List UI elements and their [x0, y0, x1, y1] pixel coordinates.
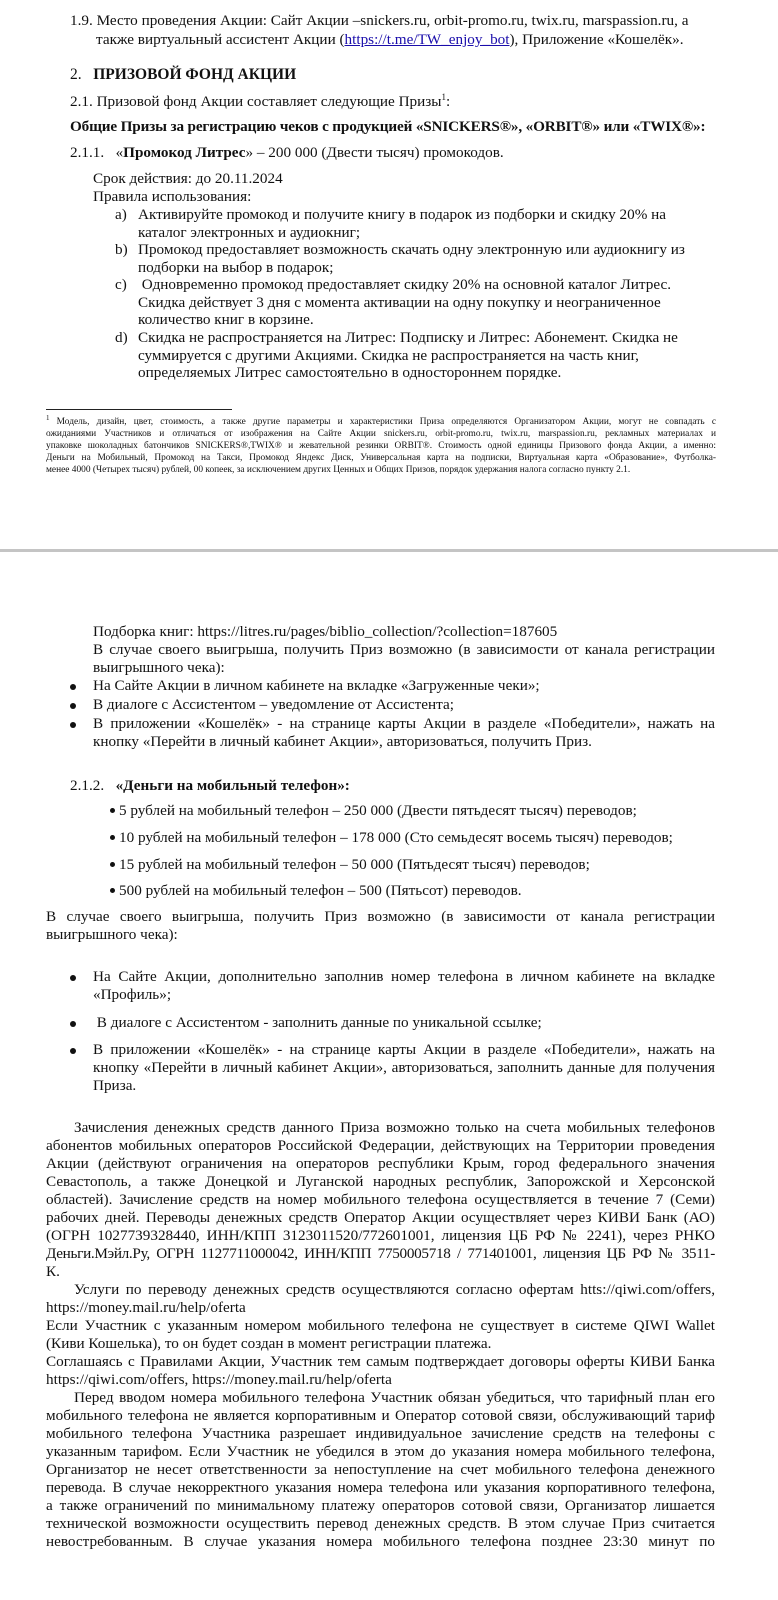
page-break-divider	[0, 549, 778, 552]
clause-2-1-1	[70, 144, 504, 162]
rule-line: определяемых Литрес самостоятельно в одностороннем порядке.	[138, 364, 562, 381]
list-item-continued: кнопку «Перейти в личный кабинет Акции», авторизоваться, получить Приз.	[93, 733, 592, 750]
paragraph-line: Севастополь, а также Донецкой и Луганской народных республик, Запорожской и Херсонской	[46, 1173, 715, 1190]
paragraph-line: Услуги по переводу денежных средств осуществляются согласно офертам htts://qiwi.com/offers,	[74, 1281, 715, 1298]
bullet-icon	[70, 1021, 76, 1027]
list-item: В диалоге с Ассистентом - заполнить данные по уникальной ссылке;	[93, 1014, 542, 1031]
bullet-icon	[70, 684, 76, 690]
rule-line: каталог электронных и аудиокниг;	[138, 224, 361, 241]
section-title: ПРИЗОВОЙ ФОНД АКЦИИ	[93, 66, 297, 83]
paragraph-line: К.	[46, 1263, 60, 1280]
prize-title: Промокод Литрес	[123, 144, 246, 161]
rule-line: количество книг в корзине.	[138, 311, 314, 328]
paragraph-line: Соглашаясь с Правилами Акции, Участник тем самым подтверждает договоры оферты КИВИ Банка	[46, 1353, 715, 1370]
rule-marker: c)	[115, 276, 127, 293]
bullet-icon	[110, 835, 115, 840]
paragraph-line: Акции (действуют ограничения на операторов республики Крым, город федерального значения	[46, 1155, 715, 1172]
paragraph-line: а также ограничений по минимальному платежу операторов сотовой связи, Организатор лишается	[46, 1497, 715, 1514]
clause-number: 2.1.2.	[70, 777, 105, 794]
rule-marker: a)	[115, 206, 127, 223]
footnote-text: Модель, дизайн, цвет, стоимость, а также другие параметры и характеристики Приза определяются Организатором Акции, могут не совпадать с	[56, 417, 716, 427]
money-item-text: 500 рублей на мобильный телефон – 500 (Пятьсот) переводов.	[119, 882, 522, 899]
win-intro-line: В случае своего выигрыша, получить Приз возможно (в зависимости от канала регистрации	[46, 908, 715, 925]
list-item	[110, 882, 522, 900]
paragraph-line: Организатор не несет ответственности за непоступление на счет мобильного телефона денежного	[46, 1461, 715, 1478]
list-item: В приложении «Кошелёк» - на странице карты Акции в разделе «Победители», нажать на	[93, 715, 715, 732]
validity-period: Срок действия: до 20.11.2024	[93, 170, 283, 187]
prize-quantity: » – 200 000 (Двести тысяч) промокодов.	[245, 144, 504, 161]
list-item-continued: Приза.	[93, 1077, 137, 1094]
clause-1-9-line-2	[96, 31, 684, 49]
footnote-marker: 1	[46, 413, 50, 422]
footnote-ref[interactable]: 1	[441, 91, 446, 102]
bullet-icon	[70, 1048, 76, 1054]
rule-line: Активируйте промокод и получите книгу в подарок из подборки и скидку 20% на	[138, 206, 667, 223]
rule-line: Одновременно промокод предоставляет скидку 20% на основной каталог Литрес.	[138, 276, 671, 293]
section-number: 2.	[70, 66, 82, 83]
list-item	[110, 829, 673, 847]
paragraph-line: https://qiwi.com/offers, https://money.mail.ru/help/oferta	[46, 1371, 392, 1388]
clause-1-9-text-end: ), Приложение «Кошелёк».	[509, 31, 684, 48]
money-item-text: 15 рублей на мобильный телефон – 50 000 (Пятьдесят тысяч) переводов;	[119, 856, 590, 873]
bullet-icon	[110, 888, 115, 893]
footnote-line: Деньги на Мобильный, Промокод на Такси, Промокод Яндекс Диск, Универсальная карта на подписки, Виртуальная карта «Образование», Футболка-	[46, 453, 716, 463]
clause-1-9-text: также виртуальный ассистент Акции (	[96, 31, 345, 48]
bullet-icon	[70, 703, 76, 709]
money-item-text: 5 рублей на мобильный телефон – 250 000 (Двести пятьдесят тысяч) переводов;	[119, 802, 637, 819]
telegram-bot-link[interactable]: https://t.me/TW_enjoy_bot	[344, 31, 510, 48]
win-intro-line: В случае своего выигрыша, получить Приз возможно (в зависимости от канала регистрации	[93, 641, 715, 658]
paragraph-line: указанным тарифом. Если Участник не убедился в этом до указания номера мобильного телефона,	[46, 1443, 715, 1460]
list-item: В диалоге с Ассистентом – уведомление от Ассистента;	[93, 696, 454, 713]
win-intro-line: выигрышного чека):	[93, 659, 225, 676]
list-item	[110, 856, 590, 874]
footnote-line: ожиданиями Участников и отличаться от изображения на Сайте Акции snickers.ru, orbit-promo.ru, twix.ru, marspassion.ru, рекламных материалах и	[46, 429, 716, 439]
paragraph-line: (Киви Кошелька), то он будет создан в момент регистрации платежа.	[46, 1335, 492, 1352]
prize-title: «Деньги на мобильный телефон»:	[115, 777, 350, 794]
clause-2-1	[70, 93, 450, 111]
list-item	[110, 802, 637, 820]
rule-line: Скидка действует 3 дня с момента активации на одну покупку и неограниченное	[138, 294, 661, 311]
paragraph-line: Перед вводом номера мобильного телефона Участник обязан убедиться, что тарифный план его	[74, 1389, 715, 1406]
list-item-continued: «Профиль»;	[93, 986, 172, 1003]
paragraph-line: абонентов мобильных операторов Российской Федерации, действующих на Территории проведения	[46, 1137, 715, 1154]
money-item-text: 10 рублей на мобильный телефон – 178 000 (Сто семьдесят восемь тысяч) переводов;	[119, 829, 673, 846]
paragraph-line: перевода. В случае некорректного указания номера телефона или указания корпоративного телефона,	[46, 1479, 715, 1496]
paragraph-line: рабочих дней. Переводы денежных средств Оператор Акции осуществляет через КИВИ Банк (АО)	[46, 1209, 715, 1226]
usage-rules-label: Правила использования:	[93, 188, 252, 205]
clause-2-1-colon: :	[445, 93, 451, 110]
bullet-icon	[110, 808, 115, 813]
footnote-separator	[46, 409, 232, 410]
book-collection-url: Подборка книг: https://litres.ru/pages/biblio_collection/?collection=187605	[93, 623, 558, 640]
rule-marker: d)	[115, 329, 128, 346]
paragraph-line: мобильного телефона не является корпоративным и Оператор сотовой связи, обслуживающий тариф	[46, 1407, 715, 1424]
paragraph-line: мобильного телефона Участника разрешает индивидуальное зачисление средств на телефоны с	[46, 1425, 715, 1442]
list-item: В приложении «Кошелёк» - на странице карты Акции в разделе «Победители», нажать на	[93, 1041, 715, 1058]
paragraph-line: Зачисления денежных средств данного Приза возможно только на счета мобильных телефонов	[74, 1119, 715, 1136]
clause-1-9-line-1: 1.9. Место проведения Акции: Сайт Акции –snickers.ru, orbit-promo.ru, twix.ru, marspassion.ru, а	[70, 12, 689, 29]
clause-2-1-text: 2.1. Призовой фонд Акции составляет следующие Призы	[70, 93, 442, 110]
quote-open: «	[115, 144, 124, 161]
paragraph-line: невостребованным. В случае указания номера мобильного телефона позднее 23:30 минут по	[46, 1533, 715, 1550]
paragraph-line: Если Участник с указанным номером мобильного телефона не существует в системе QIWI Wallet	[46, 1317, 715, 1334]
list-item-continued: кнопку «Перейти в личный кабинет Акции», авторизоваться, заполнить данные для получения	[93, 1059, 715, 1076]
footnote-line: упаковке шоколадных батончиков SNICKERS®,TWIX® и жевательной резинки ORBIT®. Стоимость одной единицы Призового фонда Акции, а именно:	[46, 441, 716, 451]
rule-line: подборки на выбор в подарок;	[138, 259, 334, 276]
paragraph-line: областей). Зачисление средств на номер мобильного телефона осуществляется в течение 7 (Семи)	[46, 1191, 715, 1208]
paragraph-line: (ОГРН 1027739328440, ИНН/КПП 3123011520/772601001, лицензия ЦБ РФ № 2241), через РНКО	[46, 1227, 715, 1244]
section-2-heading	[70, 66, 296, 84]
bullet-icon	[110, 862, 115, 867]
list-item: На Сайте Акции в личном кабинете на вкладке «Загруженные чеки»;	[93, 677, 540, 694]
footnote-line	[46, 413, 716, 428]
paragraph-line: https://money.mail.ru/help/oferta	[46, 1299, 246, 1316]
paragraph-line: Деньги.Мэйл.Ру, ОГРН 1127711000042, ИНН/КПП 7750005718 / 771401001, лицензия ЦБ РФ № 3511-	[46, 1245, 715, 1262]
rule-line: суммируется с другими Акциями. Скидка не распространяется на часть книг,	[138, 347, 639, 364]
clause-number: 2.1.1.	[70, 144, 105, 161]
bullet-icon	[70, 975, 76, 981]
clause-2-1-2	[70, 777, 350, 795]
rule-marker: b)	[115, 241, 128, 258]
list-item: На Сайте Акции, дополнительно заполнив номер телефона в личном кабинете на вкладке	[93, 968, 715, 985]
win-intro-line: выигрышного чека):	[46, 926, 178, 943]
bullet-icon	[70, 722, 76, 728]
paragraph-line: технической возможности осуществить перевод денежных средств. В этом случае Приз считается	[46, 1515, 715, 1532]
rule-line: Скидка не распространяется на Литрес: Подписку и Литрес: Абонемент. Скидка не	[138, 329, 678, 346]
general-prizes-heading: Общие Призы за регистрацию чеков с продукцией «SNICKERS®», «ORBIT®» или «TWIX®»:	[70, 118, 706, 135]
footnote-line: менее 4000 (Четырех тысяч) рублей, 00 копеек, за исключением других Ценных и Общих Призов, порядок удержания налога согласно пункту 2.1.	[46, 465, 631, 475]
rule-line: Промокод предоставляет возможность скачать одну электронную или аудиокнигу из	[138, 241, 685, 258]
